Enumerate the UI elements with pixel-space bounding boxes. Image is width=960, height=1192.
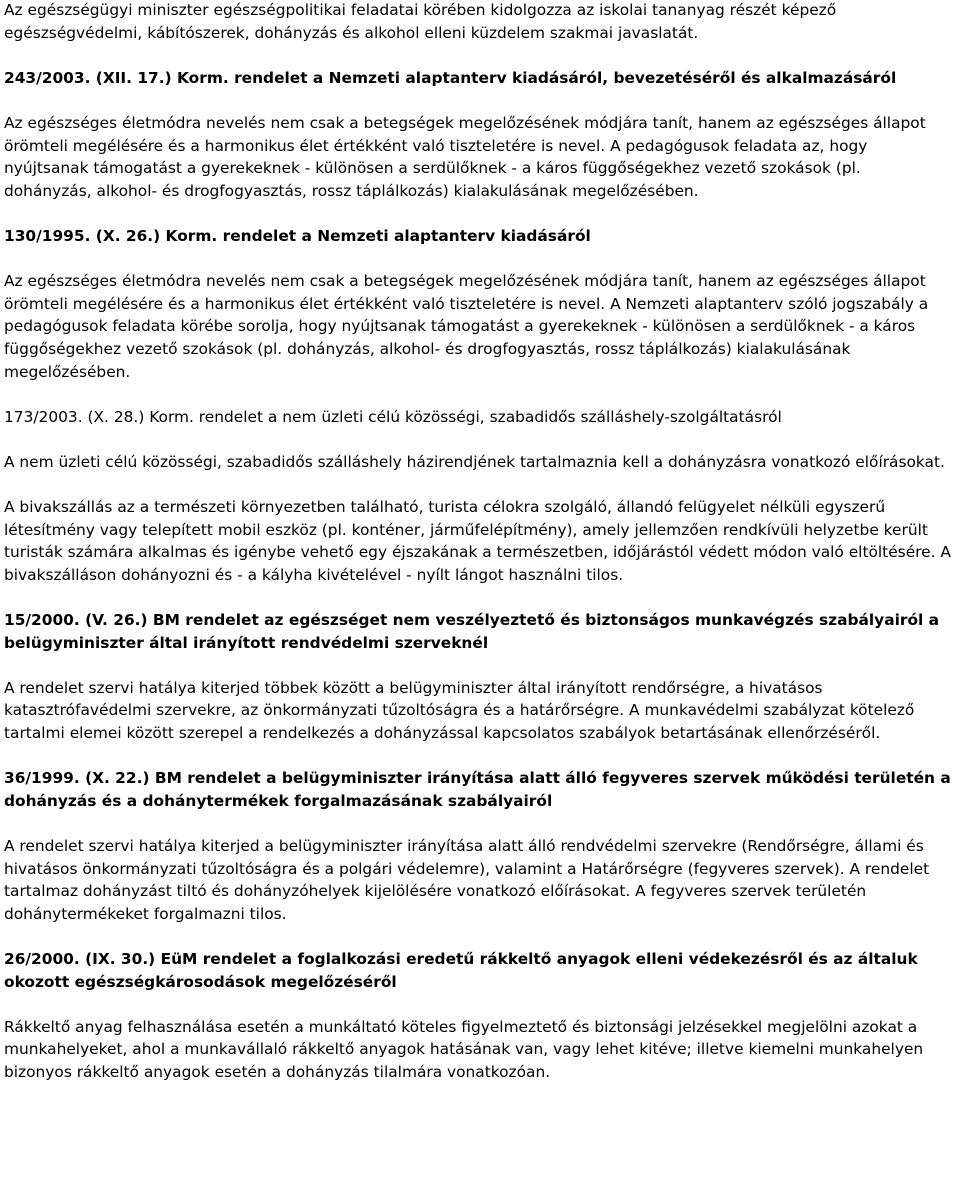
section-paragraph-3-1: A nem üzleti célú közösségi, szabadidős szálláshely házirendjének tartalmaznia kell a dohányzásra vonatkozó előírásokat.: [4, 452, 945, 471]
section-heading-5: 36/1999. (X. 22.) BM rendelet a belügyminiszter irányítása alatt álló fegyveres szervek működési területén a dohányzás és a dohánytermékek forgalmazásának szabályairól: [4, 769, 951, 810]
intro-paragraph: Az egészségügyi miniszter egészségpolitikai feladatai körében kidolgozza az iskolai tananyag részét képező egészségvédelmi, kábítószerek, dohányzás és alkohol elleni küzdelem szakmai javaslatát.: [4, 1, 837, 42]
section-paragraph-3-2: A bivakszállás az a természeti környezetben található, turista célokra szolgáló, állandó felügyelet nélküli egyszerű létesítmény vagy telepített mobil eszköz (pl. konténer, járműfelépítmény), amely jellemzően rendkívüli helyzetbe került turisták számára alkalmas és igénybe vehető egy éjszakának a természetben, időjárástól védett módon való eltöltésére. A bivakszálláson dohányozni és - a kályha kivételével - nyílt lángot használni tilos.: [4, 498, 951, 584]
section-paragraph-1-1: Az egészséges életmódra nevelés nem csak a betegségek megelőzésének módjára tanít, hanem az egészséges állapot örömteli megélésére és a harmonikus élet értékként való tiszteletére is nevel. A pedagógusok feladata az, hogy nyújtsanak támogatást a gyerekeknek - különösen a serdülőknek - a káros függőségekhez vezető szokások (pl. dohányzás, alkohol- és drogfogyasztás, rossz táplálkozás) kialakulásának megelőzésében.: [4, 113, 926, 200]
section-heading-2: 130/1995. (X. 26.) Korm. rendelet a Nemzeti alaptanterv kiadásáról: [4, 226, 591, 245]
section-heading-4: 15/2000. (V. 26.) BM rendelet az egészséget nem veszélyeztető és biztonságos munkavégzés szabályairól a belügyminiszter által irányított rendvédelmi szerveknél: [4, 611, 940, 652]
section-paragraph-6-1: Rákkeltő anyag felhasználása esetén a munkáltató köteles figyelmeztető és biztonsági jelzésekkel megjelölni azokat a munkahelyeket, ahol a munkavállaló rákkeltő anyagok hatásának van, vagy lehet kitéve; illetve kiemelni munkahelyen bizonyos rákkeltő anyagok esetén a dohányzás tilalmára vonatkozóan.: [4, 1017, 924, 1081]
section-paragraph-4-1: A rendelet szervi hatálya kiterjed többek között a belügyminiszter által irányított rendőrségre, a hivatásos katasztrófavédelmi szervekre, az önkormányzati tűzoltóságra és a határőrségre. A munkavédelmi szabályzat kötelező tartalmi elemei között szerepel a rendelkezés a dohányzással kapcsolatos szabályok betartásának ellenőrzéséről.: [4, 678, 915, 742]
section-heading-6: 26/2000. (IX. 30.) EüM rendelet a foglalkozási eredetű rákkeltő anyagok elleni védekezésről és az általuk okozott egészségkárosodások megelőzéséről: [4, 949, 918, 991]
section-paragraph-5-1: A rendelet szervi hatálya kiterjed a belügyminiszter irányítása alatt álló rendvédelmi szervekre (Rendőrségre, állami és hivatásos önkormányzati tűzoltóságra és a polgári védelemre), valamint a Határőrségre (fegyveres szervek). A rendelet tartalmaz dohányzást tiltó és dohányzóhelyek kijelölésére vonatkozó előírásokat. A fegyveres szervek területén dohánytermékeket forgalmazni tilos.: [4, 836, 930, 923]
section-heading-1: 243/2003. (XII. 17.) Korm. rendelet a Nemzeti alaptanterv kiadásáról, bevezetéséről és alkalmazásáról: [4, 68, 897, 87]
section-heading-3: 173/2003. (X. 28.) Korm. rendelet a nem üzleti célú közösségi, szabadidős szálláshely-szolgáltatásról: [4, 407, 782, 426]
section-paragraph-2-1: Az egészséges életmódra nevelés nem csak a betegségek megelőzésének módjára tanít, hanem az egészséges állapot örömteli megélésére és a harmonikus élet értékként való tiszteletére is nevel. A Nemzeti alaptanterv szóló jogszabály a pedagógusok feladata körébe sorolja, hogy nyújtsanak támogatást a gyerekeknek - különösen a serdülőknek - a káros függőségekhez vezető szokások (pl. dohányzás, alkohol- és drogfogyasztás, rossz táplálkozás) kialakulásának megelőzésében.: [4, 272, 929, 381]
